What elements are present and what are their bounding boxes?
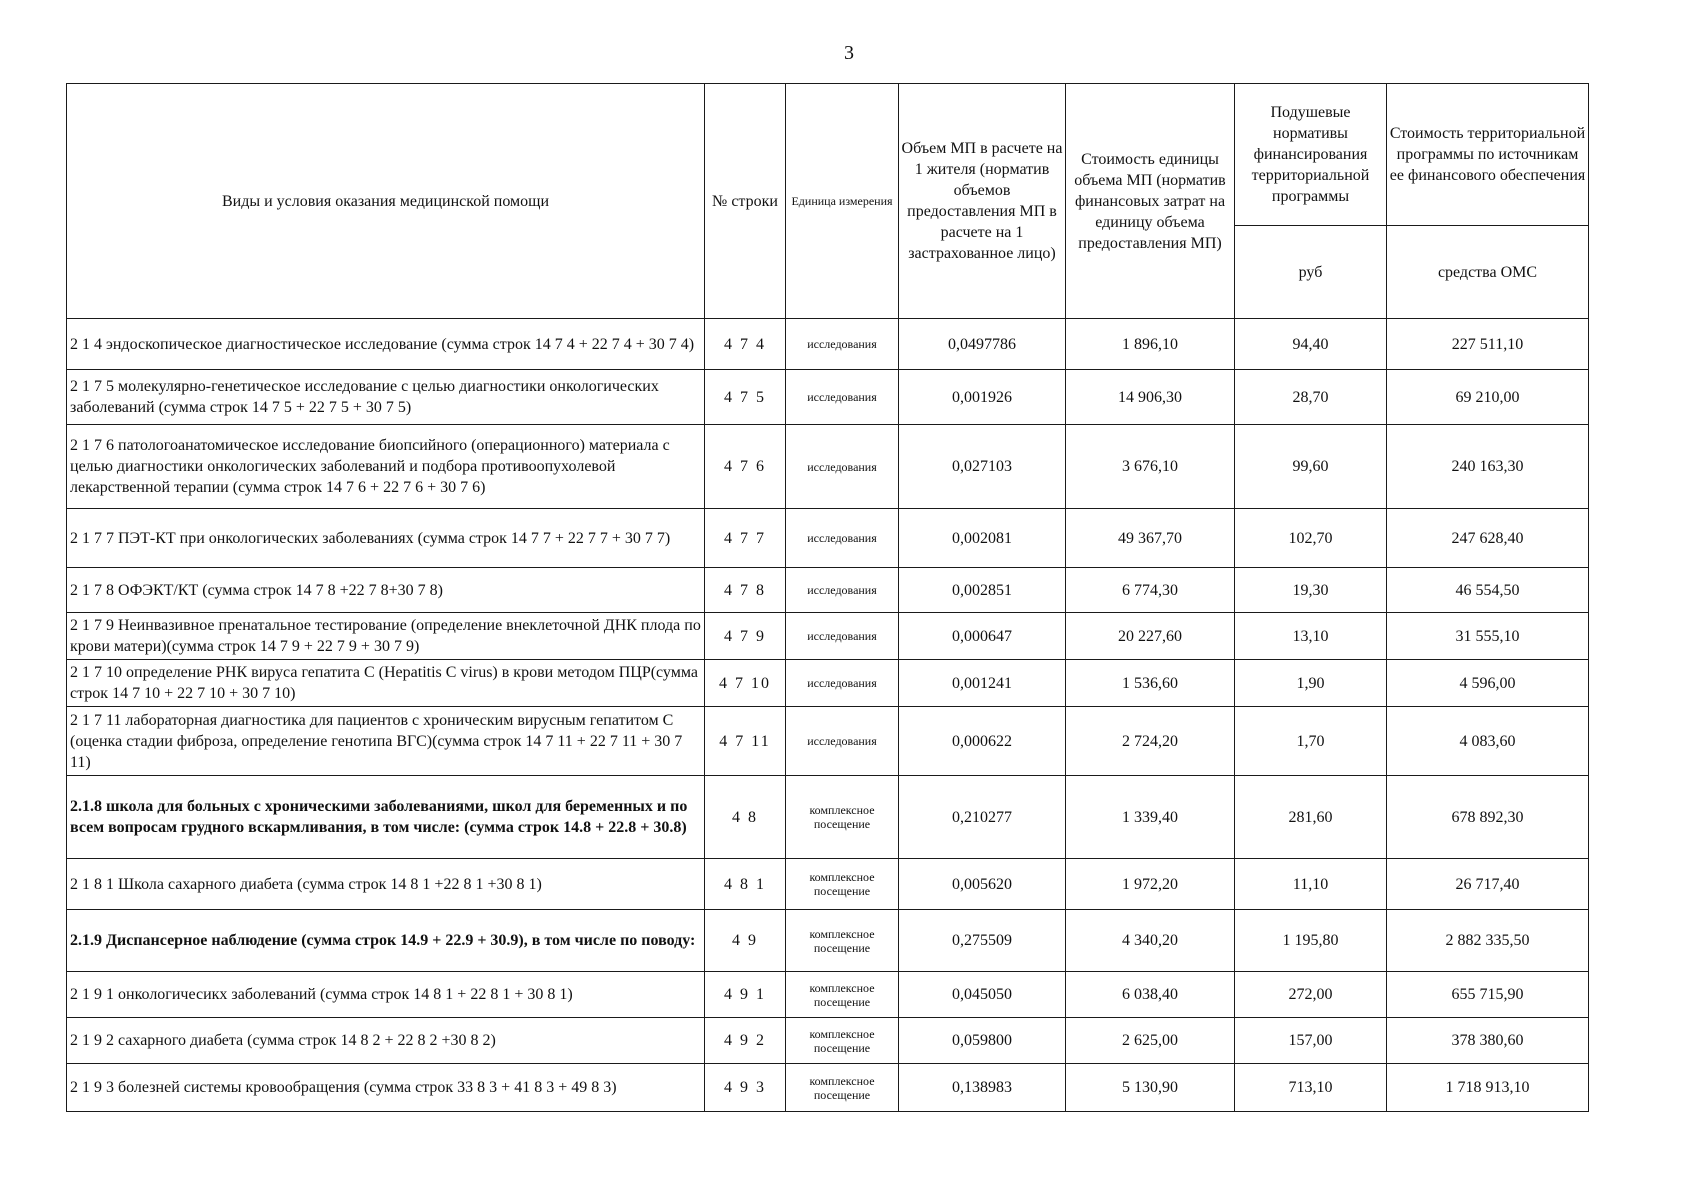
unit-cell: комплексное посещение — [786, 910, 899, 972]
table-row — [67, 660, 1589, 707]
volume-cell: 0,045050 — [899, 972, 1066, 1018]
per-capita-cell: 713,10 — [1235, 1064, 1387, 1112]
unit-cost-cell: 1 536,60 — [1066, 660, 1235, 707]
medical-care-table — [66, 83, 1589, 1112]
header-row-number: № строки — [705, 84, 786, 319]
program-cost-cell: 678 892,30 — [1387, 776, 1589, 859]
volume-cell: 0,002851 — [899, 568, 1066, 613]
header-unit-cost: Стоимость единицы объема МП (норматив финансовых затрат на единицу объема предоставления МП) — [1066, 84, 1235, 319]
header-program-cost: Стоимость территориальной программы по источникам ее финансового обеспечения — [1387, 84, 1589, 226]
unit-cost-cell: 2 625,00 — [1066, 1018, 1235, 1064]
per-capita-cell: 1,70 — [1235, 707, 1387, 776]
unit-cost-cell: 6 774,30 — [1066, 568, 1235, 613]
care-type-cell: 2 1 7 10 определение РНК вируса гепатита С (Hepatitis C virus) в крови методом ПЦР(сумма строк 14 7 10 + 22 7 10 + 30 7 10) — [67, 660, 705, 707]
care-type-cell: 2 1 9 2 сахарного диабета (сумма строк 14 8 2 + 22 8 2 +30 8 2) — [67, 1018, 705, 1064]
unit-cell: исследования — [786, 425, 899, 509]
unit-cost-cell: 3 676,10 — [1066, 425, 1235, 509]
table-row — [67, 972, 1589, 1018]
unit-cost-cell: 2 724,20 — [1066, 707, 1235, 776]
program-cost-cell: 655 715,90 — [1387, 972, 1589, 1018]
row-number-cell: 4 7 8 — [705, 568, 786, 613]
header-per-capita: Подушевые нормативы финансирования территориальной программы — [1235, 84, 1387, 226]
unit-cost-cell: 4 340,20 — [1066, 910, 1235, 972]
volume-cell: 0,138983 — [899, 1064, 1066, 1112]
unit-cost-cell: 1 972,20 — [1066, 859, 1235, 910]
header-care-type: Виды и условия оказания медицинской помощи — [67, 84, 705, 319]
table-row — [67, 319, 1589, 370]
unit-cost-cell: 49 367,70 — [1066, 509, 1235, 568]
volume-cell: 0,275509 — [899, 910, 1066, 972]
program-cost-cell: 26 717,40 — [1387, 859, 1589, 910]
volume-cell: 0,001926 — [899, 370, 1066, 425]
unit-cell: исследования — [786, 568, 899, 613]
unit-cell: комплексное посещение — [786, 776, 899, 859]
per-capita-cell: 13,10 — [1235, 613, 1387, 660]
table-row — [67, 425, 1589, 509]
care-type-cell: 2 1 7 9 Неинвазивное пренатальное тестирование (определение внеклеточной ДНК плода по крови матери)(сумма строк 14 7 9 + 22 7 9 + 30 7 9) — [67, 613, 705, 660]
volume-cell: 0,0497786 — [899, 319, 1066, 370]
per-capita-cell: 28,70 — [1235, 370, 1387, 425]
row-number-cell: 4 7 9 — [705, 613, 786, 660]
care-type-cell: 2 1 8 1 Школа сахарного диабета (сумма строк 14 8 1 +22 8 1 +30 8 1) — [67, 859, 705, 910]
volume-cell: 0,005620 — [899, 859, 1066, 910]
table-row — [67, 776, 1589, 859]
unit-cost-cell: 5 130,90 — [1066, 1064, 1235, 1112]
row-number-cell: 4 7 11 — [705, 707, 786, 776]
table-row — [67, 568, 1589, 613]
care-type-cell: 2.1.9 Диспансерное наблюдение (сумма строк 14.9 + 22.9 + 30.9), в том числе по поводу: — [67, 910, 705, 972]
row-number-cell: 4 9 3 — [705, 1064, 786, 1112]
unit-cell: комплексное посещение — [786, 972, 899, 1018]
volume-cell: 0,059800 — [899, 1018, 1066, 1064]
care-type-cell: 2 1 7 11 лабораторная диагностика для пациентов с хроническим вирусным гепатитом С (оценка стадии фиброза, определение генотипа ВГС)(сумма строк 14 7 11 + 22 7 11 + 30 7 11) — [67, 707, 705, 776]
table-body — [67, 319, 1589, 1112]
care-type-cell: 2 1 4 эндоскопическое диагностическое исследование (сумма строк 14 7 4 + 22 7 4 + 30 7 4) — [67, 319, 705, 370]
header-per-capita-unit: руб — [1235, 226, 1387, 319]
program-cost-cell: 4 083,60 — [1387, 707, 1589, 776]
header-unit: Единица измерения — [786, 84, 899, 319]
table-row — [67, 370, 1589, 425]
volume-cell: 0,027103 — [899, 425, 1066, 509]
unit-cost-cell: 14 906,30 — [1066, 370, 1235, 425]
table-row — [67, 1064, 1589, 1112]
per-capita-cell: 99,60 — [1235, 425, 1387, 509]
unit-cell: комплексное посещение — [786, 1064, 899, 1112]
row-number-cell: 4 7 6 — [705, 425, 786, 509]
program-cost-cell: 227 511,10 — [1387, 319, 1589, 370]
care-type-cell: 2 1 7 7 ПЭТ-КТ при онкологических заболеваниях (сумма строк 14 7 7 + 22 7 7 + 30 7 7) — [67, 509, 705, 568]
unit-cell: исследования — [786, 370, 899, 425]
table-row — [67, 707, 1589, 776]
per-capita-cell: 1 195,80 — [1235, 910, 1387, 972]
table-row — [67, 859, 1589, 910]
unit-cost-cell: 1 339,40 — [1066, 776, 1235, 859]
per-capita-cell: 272,00 — [1235, 972, 1387, 1018]
volume-cell: 0,001241 — [899, 660, 1066, 707]
per-capita-cell: 11,10 — [1235, 859, 1387, 910]
program-cost-cell: 46 554,50 — [1387, 568, 1589, 613]
program-cost-cell: 247 628,40 — [1387, 509, 1589, 568]
page-number: 3 — [844, 42, 854, 64]
header-volume: Объем МП в расчете на 1 жителя (норматив объемов предоставления МП в расчете на 1 застрахованное лицо) — [899, 84, 1066, 319]
volume-cell: 0,210277 — [899, 776, 1066, 859]
row-number-cell: 4 9 2 — [705, 1018, 786, 1064]
table-row — [67, 613, 1589, 660]
program-cost-cell: 31 555,10 — [1387, 613, 1589, 660]
care-type-cell: 2 1 7 5 молекулярно-генетическое исследование с целью диагностики онкологических заболеваний (сумма строк 14 7 5 + 22 7 5 + 30 7 5) — [67, 370, 705, 425]
volume-cell: 0,000622 — [899, 707, 1066, 776]
care-type-cell: 2 1 9 3 болезней системы кровообращения (сумма строк 33 8 3 + 41 8 3 + 49 8 3) — [67, 1064, 705, 1112]
program-cost-cell: 240 163,30 — [1387, 425, 1589, 509]
unit-cost-cell: 6 038,40 — [1066, 972, 1235, 1018]
per-capita-cell: 1,90 — [1235, 660, 1387, 707]
unit-cell: исследования — [786, 319, 899, 370]
row-number-cell: 4 7 10 — [705, 660, 786, 707]
row-number-cell: 4 7 7 — [705, 509, 786, 568]
volume-cell: 0,002081 — [899, 509, 1066, 568]
per-capita-cell: 102,70 — [1235, 509, 1387, 568]
care-type-cell: 2 1 7 6 патологоанатомическое исследование биопсийного (операционного) материала с целью диагностики онкологических заболеваний и подбора противоопухолевой лекарственной терапии (сумма строк 14 7 6 + 22 7 6 + 30 7 6) — [67, 425, 705, 509]
unit-cell: исследования — [786, 509, 899, 568]
program-cost-cell: 1 718 913,10 — [1387, 1064, 1589, 1112]
volume-cell: 0,000647 — [899, 613, 1066, 660]
care-type-cell: 2.1.8 школа для больных с хроническими заболеваниями, школ для беременных и по всем вопросам грудного вскармливания, в том числе: (сумма строк 14.8 + 22.8 + 30.8) — [67, 776, 705, 859]
per-capita-cell: 94,40 — [1235, 319, 1387, 370]
care-type-cell: 2 1 7 8 ОФЭКТ/КТ (сумма строк 14 7 8 +22 7 8+30 7 8) — [67, 568, 705, 613]
table-row — [67, 1018, 1589, 1064]
row-number-cell: 4 7 4 — [705, 319, 786, 370]
unit-cost-cell: 20 227,60 — [1066, 613, 1235, 660]
care-type-cell: 2 1 9 1 онкологичесикх заболеваний (сумма строк 14 8 1 + 22 8 1 + 30 8 1) — [67, 972, 705, 1018]
header-program-cost-unit: средства ОМС — [1387, 226, 1589, 319]
program-cost-cell: 69 210,00 — [1387, 370, 1589, 425]
row-number-cell: 4 9 — [705, 910, 786, 972]
program-cost-cell: 4 596,00 — [1387, 660, 1589, 707]
per-capita-cell: 281,60 — [1235, 776, 1387, 859]
per-capita-cell: 19,30 — [1235, 568, 1387, 613]
per-capita-cell: 157,00 — [1235, 1018, 1387, 1064]
unit-cell: исследования — [786, 613, 899, 660]
unit-cell: исследования — [786, 707, 899, 776]
table-row — [67, 509, 1589, 568]
unit-cell: комплексное посещение — [786, 1018, 899, 1064]
row-number-cell: 4 8 1 — [705, 859, 786, 910]
row-number-cell: 4 7 5 — [705, 370, 786, 425]
program-cost-cell: 2 882 335,50 — [1387, 910, 1589, 972]
unit-cell: исследования — [786, 660, 899, 707]
table-row — [67, 910, 1589, 972]
unit-cost-cell: 1 896,10 — [1066, 319, 1235, 370]
row-number-cell: 4 8 — [705, 776, 786, 859]
row-number-cell: 4 9 1 — [705, 972, 786, 1018]
program-cost-cell: 378 380,60 — [1387, 1018, 1589, 1064]
unit-cell: комплексное посещение — [786, 859, 899, 910]
